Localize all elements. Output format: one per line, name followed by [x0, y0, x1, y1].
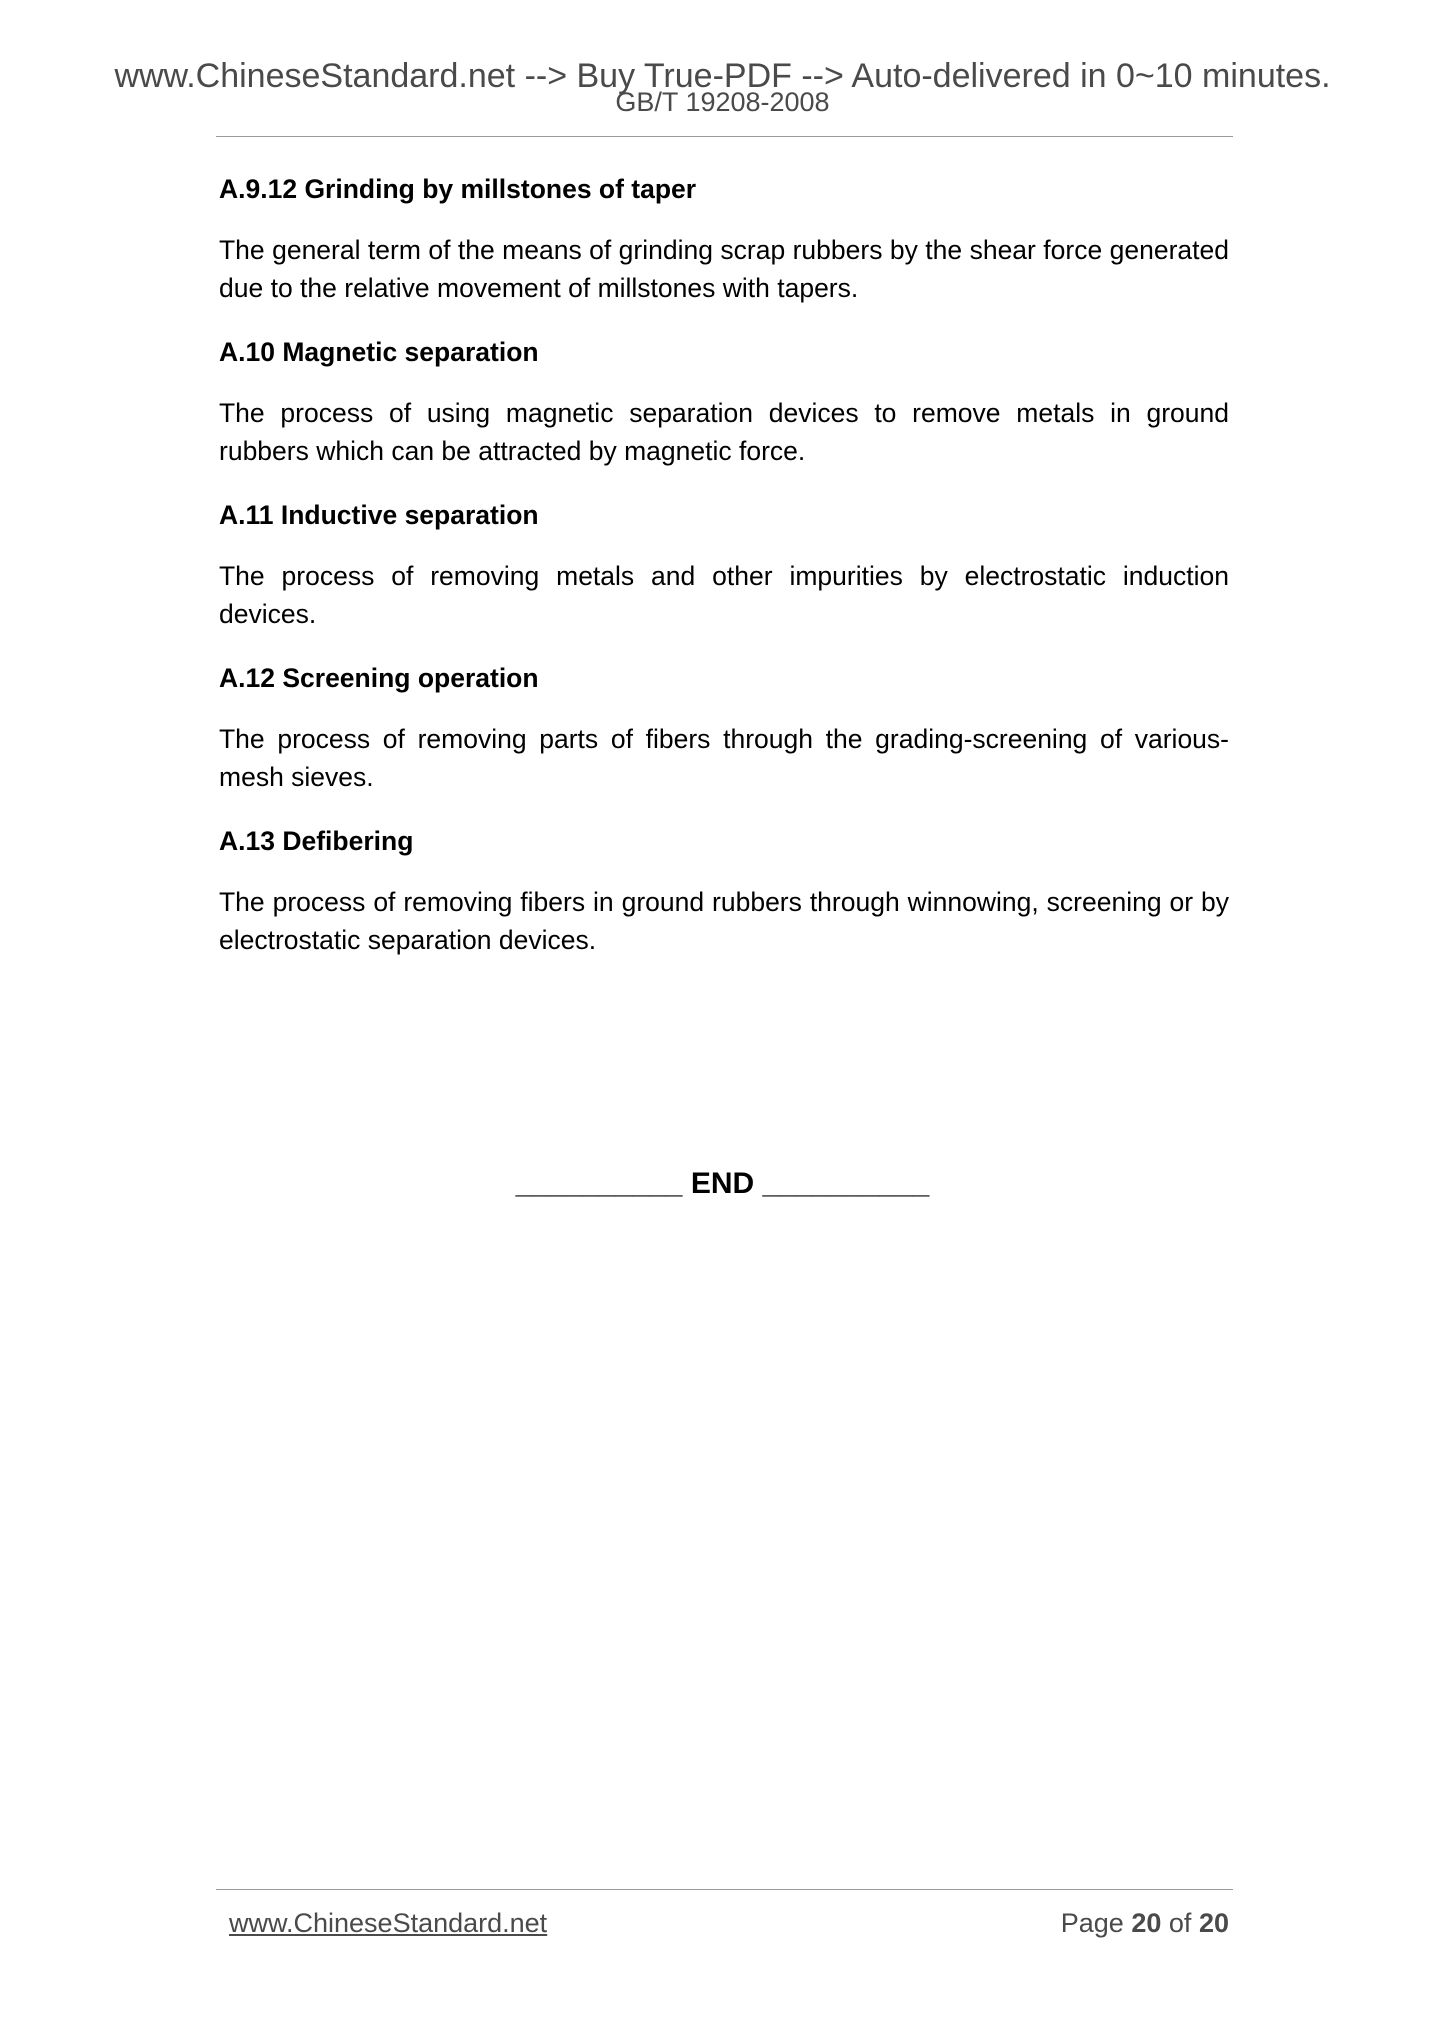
section-a-12: [219, 659, 1229, 796]
section-paragraph: The process of removing metals and other impurities by electrostatic induction devices.: [219, 561, 1229, 629]
footer-divider: [216, 1889, 1233, 1890]
section-paragraph: The process of removing parts of fibers through the grading-screening of various-mesh sieves.: [219, 724, 1229, 792]
section-paragraph: The general term of the means of grinding scrap rubbers by the shear force generated due to the relative movement of millstones with tapers.: [219, 235, 1229, 303]
standard-code: GB/T 19208-2008: [615, 87, 830, 117]
page-total: 20: [1198, 1908, 1229, 1938]
section-a-11: [219, 496, 1229, 633]
page-label: Page: [1060, 1908, 1124, 1938]
section-a-9-12: [219, 170, 1229, 307]
page-of-label: of: [1168, 1908, 1192, 1938]
page-current: 20: [1131, 1908, 1162, 1938]
section-heading: A.13 Defibering: [219, 826, 414, 856]
section-paragraph: The process of using magnetic separation devices to remove metals in ground rubbers which can be attracted by magnetic force.: [219, 398, 1229, 466]
document-body: [219, 170, 1229, 985]
section-heading: A.12 Screening operation: [219, 663, 539, 693]
end-marker: __________ END __________: [515, 1167, 930, 1200]
page-number: [1061, 1906, 1229, 1940]
section-a-10: [219, 333, 1229, 470]
header-divider: [216, 136, 1233, 137]
section-heading: A.10 Magnetic separation: [219, 337, 539, 367]
section-heading: A.11 Inductive separation: [219, 500, 539, 530]
section-heading: A.9.12 Grinding by millstones of taper: [219, 174, 697, 204]
section-a-13: [219, 822, 1229, 959]
section-paragraph: The process of removing fibers in ground rubbers through winnowing, screening or by electrostatic separation devices.: [219, 887, 1229, 955]
site-banner: www.ChineseStandard.net --> Buy True-PDF --> Auto-delivered in 0~10 minutes.: [114, 57, 1331, 95]
footer-site-link[interactable]: www.ChineseStandard.net: [229, 1908, 548, 1938]
